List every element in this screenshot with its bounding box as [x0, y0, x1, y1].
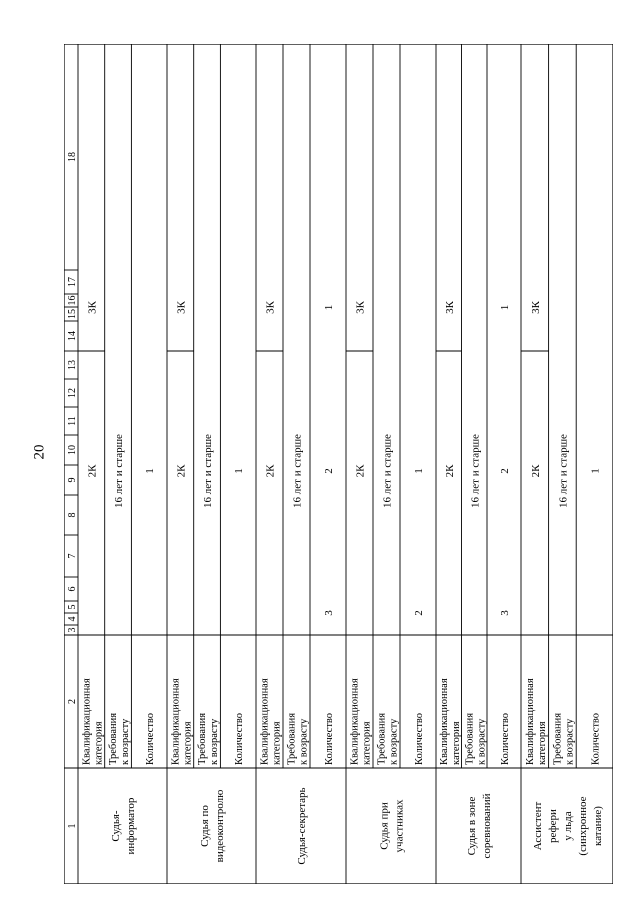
row-label: категория: [361, 721, 373, 765]
row-label: категория: [450, 721, 462, 765]
value-main: 16 лет и старше: [202, 434, 215, 508]
row-label: Квалификационная: [524, 678, 536, 765]
role-name: катание): [592, 806, 604, 846]
row-label: Квалификационная: [438, 678, 450, 765]
column-number: 2: [67, 699, 78, 704]
row-label: Требования: [197, 712, 209, 765]
column-number: 6: [67, 586, 78, 592]
row-label: к возрасту: [564, 718, 576, 765]
value-main: 16 лет и старше: [381, 434, 394, 508]
value-right: 3К: [529, 301, 542, 314]
row-label: Квалификационная: [259, 678, 271, 765]
row-label: Квалификационная: [170, 678, 182, 765]
row-label: Требования: [376, 712, 388, 765]
value-right: 1: [323, 304, 335, 311]
role-name: Ассистент: [532, 801, 544, 851]
role-name: соревнований: [481, 793, 493, 859]
judges-requirements-table: [64, 44, 613, 884]
column-number: 13: [67, 360, 78, 370]
row-label: к возрасту: [388, 718, 400, 765]
rotated-table-frame: [64, 44, 613, 884]
row-label: категория: [182, 721, 194, 765]
role-name: Судья по: [199, 805, 211, 847]
role-name: Судья-: [110, 810, 122, 842]
value-right: 3К: [175, 301, 188, 314]
row-label: Количество: [414, 712, 425, 765]
value-left: 3: [323, 610, 335, 616]
column-number: 10: [67, 445, 78, 455]
row-label: Требования: [464, 712, 476, 765]
role-name: (синхронное: [577, 796, 589, 856]
column-number: 3: [67, 627, 78, 633]
value-main: 16 лет и старше: [113, 434, 126, 508]
column-number: 14: [67, 331, 78, 341]
role-name: Судья в зоне: [466, 796, 478, 856]
value-main: 1: [233, 468, 246, 474]
value-main: 16 лет и старше: [291, 434, 304, 508]
value-main: 2К: [354, 464, 367, 478]
value-main: 2: [499, 468, 511, 474]
row-label: Количество: [324, 712, 335, 765]
value-main: 1: [413, 468, 425, 474]
column-number: 12: [67, 388, 78, 398]
row-label: категория: [536, 721, 548, 765]
row-label: Требования: [108, 712, 120, 765]
row-label: Требования: [552, 712, 564, 765]
row-label: к возрасту: [298, 718, 310, 765]
role-name: участниках: [393, 799, 406, 853]
value-main: 1: [589, 468, 602, 474]
value-left: 2: [413, 610, 425, 616]
row-label: Количество: [590, 712, 602, 765]
row-label: к возрасту: [209, 718, 221, 765]
column-number: 5: [67, 604, 78, 610]
row-label: категория: [271, 721, 283, 765]
row-label: Количество: [500, 712, 511, 765]
value-right: 3К: [264, 301, 277, 314]
value-left: 3: [499, 610, 511, 616]
row-label: к возрасту: [476, 718, 488, 765]
value-main: 16 лет и старше: [469, 434, 482, 508]
row-label: Количество: [234, 712, 246, 765]
value-right: 3К: [86, 301, 99, 314]
role-name: видеоконтролю: [214, 789, 226, 863]
value-main: 16 лет и старше: [557, 434, 570, 508]
value-main: 2К: [175, 464, 188, 478]
column-number: 8: [67, 512, 78, 518]
role-name: Судья-секретарь: [296, 787, 308, 865]
value-right: 1: [499, 304, 511, 311]
role-name: у льда: [562, 811, 574, 841]
value-main: 2К: [264, 464, 277, 478]
value-right: 3К: [443, 301, 456, 314]
value-main: 2К: [443, 464, 456, 478]
role-name: рефери: [547, 809, 559, 843]
column-number: 17: [67, 277, 78, 287]
value-right: 3К: [354, 301, 367, 314]
value-main: 1: [144, 468, 157, 474]
column-number: 18: [67, 152, 78, 162]
row-label: Квалификационная: [349, 678, 361, 765]
column-number: 7: [67, 553, 78, 559]
column-number: 11: [67, 416, 78, 426]
column-number: 16: [67, 295, 78, 306]
row-label: категория: [93, 721, 105, 765]
row-label: к возрасту: [120, 718, 132, 765]
row-label: Квалификационная: [81, 678, 93, 765]
row-label: Требования: [286, 712, 298, 765]
page-number: 20: [31, 444, 48, 460]
value-main: 2: [323, 468, 335, 474]
row-label: Количество: [145, 712, 157, 765]
value-main: 2К: [86, 464, 99, 478]
column-number: 4: [67, 616, 78, 622]
value-main: 2К: [529, 464, 542, 478]
column-number: 9: [67, 477, 78, 483]
role-name: информатор: [125, 797, 137, 855]
role-name: Судья при: [378, 802, 391, 850]
column-number: 1: [67, 823, 78, 829]
column-number: 15: [67, 309, 78, 319]
